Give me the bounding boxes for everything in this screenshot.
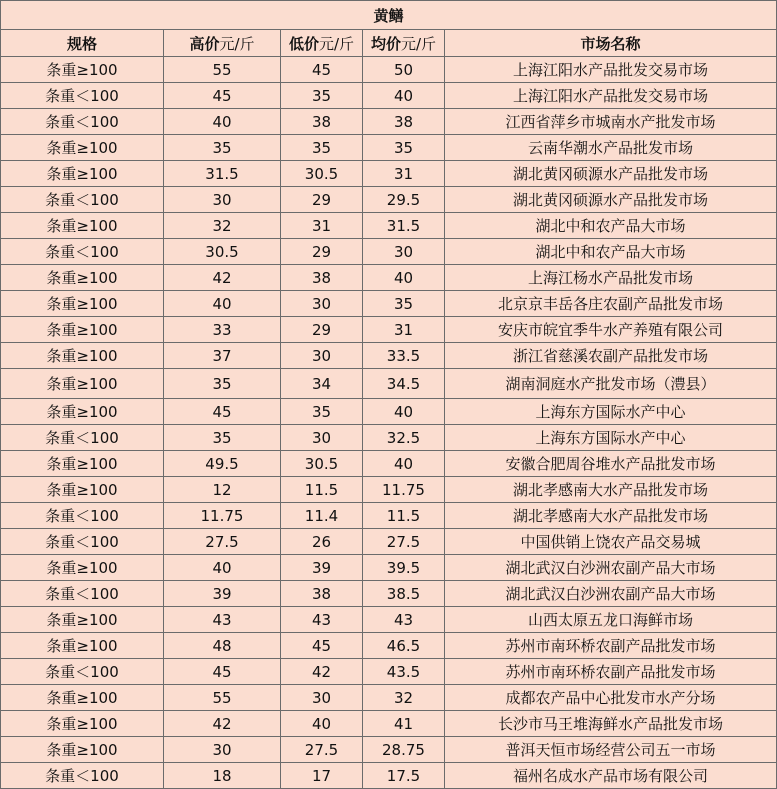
table-row [1,737,777,763]
cell-high: 37 [164,343,281,369]
cell-low: 45 [281,57,363,83]
cell-spec: 条重≥100 [1,633,164,659]
cell-low: 27.5 [281,737,363,763]
cell-avg: 43 [363,607,445,633]
cell-avg: 31.5 [363,213,445,239]
cell-high: 39 [164,581,281,607]
cell-market: 安徽合肥周谷堆水产品批发市场 [445,451,777,477]
cell-high: 27.5 [164,529,281,555]
table-row [1,135,777,161]
cell-market: 上海东方国际水产中心 [445,399,777,425]
cell-spec: 条重≥100 [1,213,164,239]
cell-market: 湖北武汉白沙洲农副产品大市场 [445,555,777,581]
cell-low: 43 [281,607,363,633]
cell-spec: 条重≥100 [1,685,164,711]
cell-avg: 31 [363,317,445,343]
cell-high: 30 [164,187,281,213]
cell-high: 31.5 [164,161,281,187]
cell-avg: 30 [363,239,445,265]
cell-spec: 条重＜100 [1,187,164,213]
cell-spec: 条重≥100 [1,343,164,369]
cell-low: 29 [281,187,363,213]
cell-spec: 条重＜100 [1,109,164,135]
header-high-label: 高价 [189,34,220,53]
cell-low: 30 [281,291,363,317]
cell-spec: 条重＜100 [1,529,164,555]
cell-high: 35 [164,425,281,451]
cell-high: 40 [164,555,281,581]
cell-low: 40 [281,711,363,737]
cell-low: 30 [281,425,363,451]
cell-spec: 条重≥100 [1,555,164,581]
table-row [1,477,777,503]
cell-spec: 条重＜100 [1,581,164,607]
cell-low: 30 [281,685,363,711]
cell-avg: 35 [363,135,445,161]
table-title: 黄鳝 [1,1,777,30]
cell-market: 湖北黄冈硕源水产品批发市场 [445,161,777,187]
cell-high: 45 [164,399,281,425]
cell-low: 38 [281,109,363,135]
cell-high: 43 [164,607,281,633]
title-row [1,1,777,30]
cell-high: 45 [164,83,281,109]
table-row [1,451,777,477]
cell-low: 45 [281,633,363,659]
cell-high: 40 [164,291,281,317]
cell-market: 普洱天恒市场经营公司五一市场 [445,737,777,763]
cell-avg: 43.5 [363,659,445,685]
cell-market: 湖北孝感南大水产品批发市场 [445,503,777,529]
cell-market: 上海江杨水产品批发市场 [445,265,777,291]
cell-low: 35 [281,399,363,425]
table-row [1,317,777,343]
cell-low: 30 [281,343,363,369]
cell-spec: 条重≥100 [1,451,164,477]
cell-spec: 条重＜100 [1,763,164,789]
header-low [281,30,363,57]
cell-low: 38 [281,581,363,607]
table-row [1,711,777,737]
table-row [1,265,777,291]
cell-market: 山西太原五龙口海鲜市场 [445,607,777,633]
table-row [1,291,777,317]
cell-high: 40 [164,109,281,135]
cell-market: 上海江阳水产品批发交易市场 [445,83,777,109]
cell-spec: 条重≥100 [1,369,164,399]
cell-market: 苏州市南环桥农副产品批发市场 [445,659,777,685]
cell-low: 34 [281,369,363,399]
cell-avg: 38 [363,109,445,135]
table-row [1,581,777,607]
cell-avg: 40 [363,451,445,477]
cell-market: 湖北孝感南大水产品批发市场 [445,477,777,503]
cell-avg: 34.5 [363,369,445,399]
cell-low: 29 [281,239,363,265]
cell-high: 30 [164,737,281,763]
cell-spec: 条重≥100 [1,399,164,425]
cell-high: 55 [164,685,281,711]
cell-market: 湖北中和农产品大市场 [445,239,777,265]
cell-market: 江西省萍乡市城南水产批发市场 [445,109,777,135]
cell-spec: 条重≥100 [1,317,164,343]
table-row [1,685,777,711]
cell-high: 32 [164,213,281,239]
cell-spec: 条重≥100 [1,57,164,83]
cell-low: 38 [281,265,363,291]
cell-avg: 38.5 [363,581,445,607]
cell-avg: 11.5 [363,503,445,529]
cell-high: 49.5 [164,451,281,477]
cell-low: 42 [281,659,363,685]
header-market: 市场名称 [445,30,777,57]
cell-market: 浙江省慈溪农副产品批发市场 [445,343,777,369]
cell-high: 33 [164,317,281,343]
cell-market: 上海江阳水产品批发交易市场 [445,57,777,83]
cell-high: 35 [164,135,281,161]
table-row [1,187,777,213]
cell-avg: 39.5 [363,555,445,581]
cell-low: 30.5 [281,161,363,187]
cell-market: 湖南洞庭水产批发市场（澧县） [445,369,777,399]
cell-high: 12 [164,477,281,503]
cell-spec: 条重≥100 [1,737,164,763]
cell-low: 11.5 [281,477,363,503]
cell-high: 42 [164,711,281,737]
cell-low: 17 [281,763,363,789]
cell-avg: 35 [363,291,445,317]
cell-avg: 46.5 [363,633,445,659]
cell-low: 39 [281,555,363,581]
header-high [164,30,281,57]
table-row [1,57,777,83]
table-row [1,659,777,685]
table-row [1,633,777,659]
cell-high: 48 [164,633,281,659]
cell-high: 45 [164,659,281,685]
table-row [1,83,777,109]
header-avg-unit: 元/斤 [400,34,437,53]
table-row [1,213,777,239]
table-row [1,503,777,529]
cell-low: 35 [281,83,363,109]
cell-market: 湖北中和农产品大市场 [445,213,777,239]
cell-spec: 条重＜100 [1,239,164,265]
cell-market: 中国供销上饶农产品交易城 [445,529,777,555]
cell-market: 北京京丰岳各庄农副产品批发市场 [445,291,777,317]
cell-avg: 32.5 [363,425,445,451]
cell-avg: 33.5 [363,343,445,369]
cell-spec: 条重≥100 [1,161,164,187]
cell-avg: 50 [363,57,445,83]
cell-spec: 条重＜100 [1,83,164,109]
cell-avg: 17.5 [363,763,445,789]
cell-market: 湖北黄冈硕源水产品批发市场 [445,187,777,213]
cell-market: 云南华潮水产品批发市场 [445,135,777,161]
cell-market: 福州名成水产品市场有限公司 [445,763,777,789]
cell-high: 42 [164,265,281,291]
cell-avg: 27.5 [363,529,445,555]
cell-avg: 40 [363,83,445,109]
cell-market: 成都农产品中心批发市水产分场 [445,685,777,711]
table-row [1,555,777,581]
table-row [1,109,777,135]
header-low-label: 低价 [288,34,319,53]
cell-avg: 40 [363,399,445,425]
cell-low: 29 [281,317,363,343]
cell-market: 上海东方国际水产中心 [445,425,777,451]
header-avg-label: 均价 [370,34,401,53]
header-spec: 规格 [1,30,164,57]
cell-market: 长沙市马王堆海鲜水产品批发市场 [445,711,777,737]
cell-spec: 条重≥100 [1,477,164,503]
table-row [1,529,777,555]
cell-avg: 32 [363,685,445,711]
header-low-unit: 元/斤 [318,34,355,53]
table-row [1,425,777,451]
header-row [1,30,777,57]
cell-avg: 28.75 [363,737,445,763]
table-row [1,161,777,187]
cell-avg: 11.75 [363,477,445,503]
cell-low: 11.4 [281,503,363,529]
table-row [1,399,777,425]
cell-avg: 31 [363,161,445,187]
cell-avg: 40 [363,265,445,291]
cell-low: 30.5 [281,451,363,477]
cell-spec: 条重＜100 [1,659,164,685]
cell-high: 18 [164,763,281,789]
cell-avg: 29.5 [363,187,445,213]
cell-spec: 条重≥100 [1,607,164,633]
cell-market: 安庆市皖宜季牛水产养殖有限公司 [445,317,777,343]
cell-low: 26 [281,529,363,555]
cell-avg: 41 [363,711,445,737]
cell-market: 苏州市南环桥农副产品批发市场 [445,633,777,659]
cell-high: 35 [164,369,281,399]
cell-spec: 条重≥100 [1,291,164,317]
table-row [1,239,777,265]
table-row [1,343,777,369]
cell-spec: 条重≥100 [1,135,164,161]
header-avg [363,30,445,57]
cell-low: 35 [281,135,363,161]
cell-spec: 条重＜100 [1,503,164,529]
header-high-unit: 元/斤 [219,34,255,53]
cell-spec: 条重＜100 [1,425,164,451]
cell-high: 30.5 [164,239,281,265]
cell-spec: 条重≥100 [1,265,164,291]
cell-market: 湖北武汉白沙洲农副产品大市场 [445,581,777,607]
cell-low: 31 [281,213,363,239]
table-row [1,369,777,399]
cell-spec: 条重≥100 [1,711,164,737]
cell-high: 55 [164,57,281,83]
table-row [1,607,777,633]
cell-high: 11.75 [164,503,281,529]
